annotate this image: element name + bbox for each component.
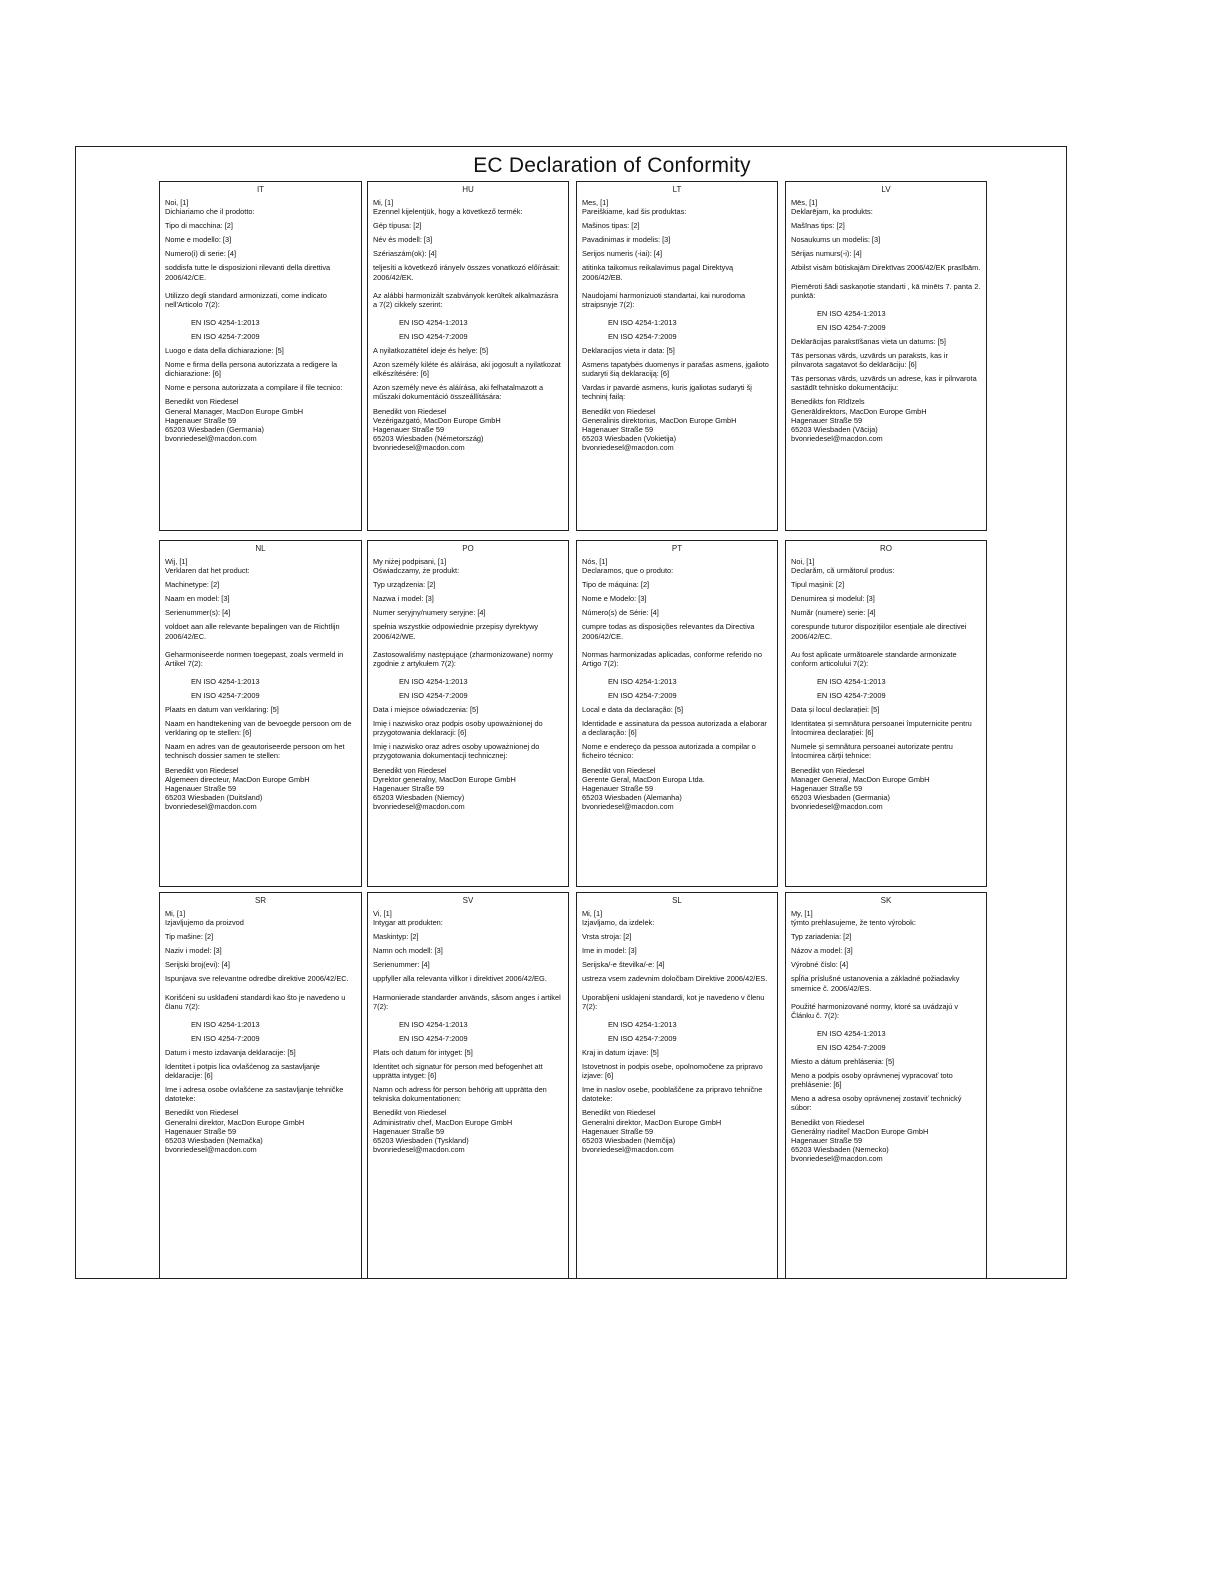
panel-line: bvonriedesel@macdon.com	[373, 1144, 465, 1154]
panel-line: Izjavljamo, da izdelek:	[582, 918, 655, 928]
panel-line: Hagenauer Straße 59	[373, 783, 445, 793]
panel-line: Imię i nazwisko oraz podpis osoby upoważnionej do przygotowania deklaracji: [6]	[373, 719, 545, 738]
panel-line: Hagenauer Straße 59	[373, 424, 445, 434]
panel-line: 65203 Wiesbaden (Tyskland)	[373, 1135, 469, 1145]
document-title: EC Declaration of Conformity	[473, 154, 751, 177]
panel-language-code: PO	[462, 544, 474, 553]
panel-line: Uporabljeni usklajeni standardi, kot je navedeno v členu 7(2):	[582, 992, 767, 1011]
panel-line: Az alábbi harmonizált szabványok kerültek alkalmazásra a 7(2) cikkely szerint:	[373, 290, 561, 309]
panel-line: Naam en handtekening van de bevoegde persoon om de verklaring op te stellen: [6]	[165, 719, 354, 738]
panel-line: Piemēroti šādi saskaņotie standarti , kā minēts 7. panta 2. punktā:	[791, 281, 983, 300]
panel-line: Identitet i potpis lica ovlašćenog za sastavljanje deklaracije: [6]	[165, 1062, 322, 1081]
panel-line: Serijos numeris (-iai): [4]	[582, 249, 663, 259]
panel-line: Generálny riaditeľ MacDon Europe GmbH	[791, 1126, 929, 1136]
panel-line: Benedikt von Riedesel	[373, 406, 447, 416]
panel-line: Serienummer: [4]	[373, 960, 430, 970]
panel-line: Hagenauer Straße 59	[582, 783, 654, 793]
panel-line: Numero(i) di serie: [4]	[165, 249, 237, 259]
panel-line: Benedikt von Riedesel	[373, 765, 447, 775]
panel-line: Azon személy kiléte és aláírása, aki jogosult a nyilatkozat elkészítésére: [6]	[373, 360, 563, 379]
panel-line: Luogo e data della dichiarazione: [5]	[165, 346, 284, 356]
panel-line: Miesto a dátum prehlásenia: [5]	[791, 1057, 895, 1067]
panel-line: Naudojami harmonizuoti standartai, kai nurodoma straipsnyje 7(2):	[582, 290, 748, 309]
panel-line: Au fost aplicate următoarele standarde armonizate conform articolului 7(2):	[791, 649, 959, 668]
panel-line: Meno a podpis osoby oprávnenej vypracovať toto prehlásenie: [6]	[791, 1071, 955, 1090]
panel-line: Benedikt von Riedesel	[791, 765, 865, 775]
panel-line: 65203 Wiesbaden (Vācija)	[791, 424, 878, 434]
panel-line: Plaats en datum van verklaring: [5]	[165, 705, 279, 715]
panel-line: EN ISO 4254-7:2009	[608, 331, 677, 341]
panel-line: 65203 Wiesbaden (Vokietija)	[582, 433, 677, 443]
panel-line: bvonriedesel@macdon.com	[165, 1144, 257, 1154]
panel-line: Utilizzo degli standard armonizzati, come indicato nell'Articolo 7(2):	[165, 290, 329, 309]
panel-line: Datum i mesto izdavanja deklaracije: [5]	[165, 1047, 296, 1057]
panel-text	[791, 198, 981, 443]
panel-line: uppfyller alla relevanta villkor i direktivet 2006/42/EG.	[373, 974, 547, 984]
panel-line: Tipo de máquina: [2]	[582, 580, 650, 590]
panel-line: bvonriedesel@macdon.com	[582, 442, 674, 452]
panel-line: Namn och modell: [3]	[373, 946, 443, 956]
panel-line: teljesíti a következő irányelv összes vonatkozó előírásait: 2006/42/EK.	[373, 263, 562, 282]
panel-line: Noi, [1]	[165, 198, 189, 207]
panel-line: Naam en adres van de geautoriseerde persoon om het technisch dossier samen te stellen:	[165, 742, 347, 761]
panel-text	[582, 909, 772, 1154]
panel-text	[165, 909, 356, 1154]
declaration-panel-sv	[367, 892, 569, 1279]
panel-line: Tip mašine: [2]	[165, 932, 214, 942]
panel-line: Wij, [1]	[165, 557, 188, 566]
panel-line: corespunde tuturor dispozițiilor esențiale ale directivei 2006/42/EC.	[791, 622, 969, 641]
panel-line: Kraj in datum izjave: [5]	[582, 1047, 659, 1057]
panel-line: 65203 Wiesbaden (Germania)	[165, 424, 265, 434]
panel-language-code: LV	[881, 185, 891, 194]
panel-line: Nome e firma della persona autorizzata a redigere la dichiarazione: [6]	[165, 360, 340, 379]
panel-line: Izjavljujemo da proizvod	[165, 918, 244, 928]
panel-line: Vi, [1]	[373, 909, 392, 918]
panel-text	[373, 557, 563, 811]
declaration-panel-sk	[785, 892, 987, 1279]
panel-line: bvonriedesel@macdon.com	[582, 801, 674, 811]
panel-line: Tipul mașinii: [2]	[791, 580, 845, 590]
panel-line: Benedikt von Riedesel	[373, 1108, 447, 1118]
panel-line: EN ISO 4254-1:2013	[817, 308, 886, 318]
panel-line: Hagenauer Straße 59	[165, 415, 237, 425]
declaration-panel-lt	[576, 181, 778, 531]
panel-line: Azon személy neve és aláírása, aki felhatalmazott a műszaki dokumentáció összeállítására:	[373, 383, 546, 402]
panel-line: Plats och datum för intyget: [5]	[373, 1047, 473, 1057]
declaration-panel-hu	[367, 181, 569, 531]
panel-line: Denumirea și modelul: [3]	[791, 594, 875, 604]
panel-line: EN ISO 4254-1:2013	[399, 1019, 468, 1029]
declaration-panel-lv	[785, 181, 987, 531]
panel-line: Vrsta stroja: [2]	[582, 932, 632, 942]
panel-line: Deklarējam, ka produkts:	[791, 207, 873, 217]
panel-line: EN ISO 4254-7:2009	[608, 690, 677, 700]
panel-line: Data i miejsce oświadczenia: [5]	[373, 705, 479, 715]
panel-line: Hagenauer Straße 59	[373, 1126, 445, 1136]
panel-line: EN ISO 4254-1:2013	[817, 1028, 886, 1038]
panel-line: Imię i nazwisko oraz adres osoby upoważnionej do przygotowania dokumentacji technicznej:	[373, 742, 542, 761]
panel-language-code: LT	[672, 185, 682, 194]
panel-line: EN ISO 4254-1:2013	[608, 317, 677, 327]
panel-line: EN ISO 4254-1:2013	[191, 317, 260, 327]
declaration-panel-it	[159, 181, 362, 531]
panel-line: 65203 Wiesbaden (Németország)	[373, 433, 484, 443]
panel-line: Geharmoniseerde normen toegepast, zoals vermeld in Artikel 7(2):	[165, 649, 345, 668]
panel-line: Namn och adress för person behörig att upprätta den tekniska dokumentationen:	[373, 1085, 549, 1104]
declaration-panel-sr	[159, 892, 362, 1279]
panel-line: Serijski broj(evi): [4]	[165, 960, 230, 970]
panel-line: Intygar att produkten:	[373, 918, 443, 928]
panel-line: Hagenauer Straße 59	[791, 1135, 863, 1145]
panel-line: týmto prehlasujeme, že tento výrobok:	[791, 918, 916, 928]
panel-line: Algemeen directeur, MacDon Europe GmbH	[165, 774, 310, 784]
panel-line: Verklaren dat het product:	[165, 566, 250, 576]
panel-line: Generalinis direktorius, MacDon Europe GmbH	[582, 415, 737, 425]
panel-line: Data și locul declarației: [5]	[791, 705, 880, 715]
panel-line: Naziv i model: [3]	[165, 946, 222, 956]
panel-line: Noi, [1]	[791, 557, 815, 566]
panel-line: EN ISO 4254-1:2013	[191, 1019, 260, 1029]
panel-line: Declaramos, que o produto:	[582, 566, 674, 576]
panel-line: Pavadinimas ir modelis: [3]	[582, 235, 671, 245]
panel-line: Pareiškiame, kad šis produktas:	[582, 207, 687, 217]
panel-line: Deklarācijas parakstīšanas vieta un datums: [5]	[791, 336, 946, 346]
panel-line: voldoet aan alle relevante bepalingen van de Richtlijn 2006/42/EC.	[165, 622, 342, 641]
panel-line: A nyilatkozattétel ideje és helye: [5]	[373, 346, 489, 356]
panel-line: Istovetnost in podpis osebe, opolnomočene za pripravo izjave: [6]	[582, 1062, 765, 1081]
panel-line: Asmens tapatybės duomenys ir parašas asmens, įgalioto sudaryti šią deklaraciją: [6]	[582, 360, 771, 379]
panel-language-code: SL	[672, 896, 682, 905]
panel-line: EN ISO 4254-1:2013	[191, 676, 260, 686]
panel-line: bvonriedesel@macdon.com	[791, 433, 883, 443]
panel-text	[582, 557, 772, 811]
panel-line: EN ISO 4254-7:2009	[399, 1033, 468, 1043]
panel-line: Mi, [1]	[373, 198, 394, 207]
panel-line: bvonriedesel@macdon.com	[791, 801, 883, 811]
panel-line: Hagenauer Straße 59	[165, 1126, 237, 1136]
panel-line: EN ISO 4254-7:2009	[817, 1042, 886, 1052]
panel-line: Nome e endereço da pessoa autorizada a compilar o ficheiro técnico:	[582, 742, 758, 761]
panel-line: Nazwa i model: [3]	[373, 594, 434, 604]
panel-line: Machinetype: [2]	[165, 580, 220, 590]
panel-line: Tās personas vārds, uzvārds un paraksts, kas ir pilnvarota sagatavot šo deklarāciju: [6]	[791, 351, 950, 370]
panel-line: EN ISO 4254-1:2013	[608, 1019, 677, 1029]
panel-line: EN ISO 4254-7:2009	[817, 322, 886, 332]
panel-language-code: NL	[255, 544, 266, 553]
panel-language-code: IT	[256, 185, 265, 194]
panel-line: EN ISO 4254-1:2013	[399, 317, 468, 327]
panel-line: Ispunjava sve relevantne odredbe direktive 2006/42/EC.	[165, 974, 349, 984]
panel-line: Deklaracijos vieta ir data: [5]	[582, 346, 675, 356]
panel-line: Identidade e assinatura da pessoa autorizada a elaborar a declaração: [6]	[582, 719, 769, 738]
panel-line: EN ISO 4254-1:2013	[399, 676, 468, 686]
panel-line: Meno a adresa osoby oprávnenej zostaviť technický súbor:	[791, 1094, 964, 1113]
panel-line: EN ISO 4254-7:2009	[399, 331, 468, 341]
panel-line: Názov a model: [3]	[791, 946, 853, 956]
panel-line: Nome e persona autorizzata a compilare il file tecnico:	[165, 383, 343, 393]
panel-line: EN ISO 4254-7:2009	[817, 690, 886, 700]
panel-line: Ezennel kijelentjük, hogy a következő termék:	[373, 207, 523, 217]
panel-line: EN ISO 4254-1:2013	[608, 676, 677, 686]
panel-line: Gerente Geral, MacDon Europa Ltda.	[582, 774, 705, 784]
panel-line: Výrobné číslo: [4]	[791, 960, 849, 970]
panel-line: My niżej podpisani, [1]	[373, 557, 447, 566]
panel-language-code: PT	[671, 544, 683, 553]
panel-line: atitinka taikomus reikalavimus pagal Direktyvą 2006/42/EB.	[582, 263, 736, 282]
panel-line: Identitatea și semnătura persoanei împuternicite pentru întocmirea declarației: [6]	[791, 719, 974, 738]
panel-line: Mi, [1]	[582, 909, 603, 918]
panel-text	[373, 909, 563, 1154]
panel-line: Ime in naslov osebe, pooblaščene za pripravo tehnične datoteke:	[582, 1085, 765, 1104]
panel-line: Număr (numere) serie: [4]	[791, 608, 876, 618]
panel-line: Vardas ir pavardė asmens, kuris įgaliotas sudaryti šį techninį failą:	[582, 383, 754, 402]
panel-line: 65203 Wiesbaden (Germania)	[791, 792, 891, 802]
panel-language-code: SK	[880, 896, 892, 905]
panel-line: bvonriedesel@macdon.com	[791, 1153, 883, 1163]
panel-line: Benedikts fon Rīdīzels	[791, 397, 865, 407]
panel-line: Declarăm, că următorul produs:	[791, 566, 895, 576]
panel-line: Nós, [1]	[582, 557, 608, 566]
panel-line: Atbilst visām būtiskajām Direktīvas 2006/42/EK prasībām.	[791, 263, 981, 273]
panel-text	[165, 557, 356, 811]
panel-line: Korišćeni su usklađeni standardi kao što je navedeno u članu 7(2):	[165, 992, 348, 1011]
panel-line: EN ISO 4254-7:2009	[608, 1033, 677, 1043]
panel-language-code: HU	[462, 185, 474, 194]
panel-line: Mēs, [1]	[791, 198, 818, 207]
panel-line: Ģenerāldirektors, MacDon Europe GmbH	[791, 406, 927, 416]
panel-line: Mašīnas tips: [2]	[791, 221, 845, 231]
panel-line: Número(s) de Série: [4]	[582, 608, 659, 618]
panel-line: Normas harmonizadas aplicadas, conforme referido no Artigo 7(2):	[582, 649, 764, 668]
panel-line: Hagenauer Straße 59	[791, 415, 863, 425]
panel-line: Tās personas vārds, uzvārds un adrese, kas ir pilnvarota sastādīt tehnisko dokumentāciju:	[791, 374, 979, 393]
declaration-panel-sl	[576, 892, 778, 1279]
panel-line: Benedikt von Riedesel	[582, 1108, 656, 1118]
panel-line: Mes, [1]	[582, 198, 609, 207]
panel-line: Vezérigazgató, MacDon Europe GmbH	[373, 415, 501, 425]
panel-line: Dyrektor generalny, MacDon Europe GmbH	[373, 774, 516, 784]
panel-line: bvonriedesel@macdon.com	[373, 442, 465, 452]
panel-line: Serienummer(s): [4]	[165, 608, 231, 618]
panel-line: Ime in model: [3]	[582, 946, 637, 956]
panel-line: Harmonierade standarder används, såsom anges i artikel 7(2):	[373, 992, 563, 1011]
panel-line: Mašinos tipas: [2]	[582, 221, 640, 231]
panel-line: Numer seryjny/numery seryjne: [4]	[373, 608, 486, 618]
panel-line: EN ISO 4254-7:2009	[399, 690, 468, 700]
panel-line: bvonriedesel@macdon.com	[165, 433, 257, 443]
panel-line: Benedikt von Riedesel	[582, 406, 656, 416]
panel-line: General Manager, MacDon Europe GmbH	[165, 406, 304, 416]
panel-text	[373, 198, 563, 452]
declaration-panel-po	[367, 540, 569, 887]
panel-line: Použité harmonizované normy, ktoré sa uvádzajú v Článku č. 7(2):	[791, 1001, 961, 1020]
panel-line: Generalni direktor, MacDon Europe GmbH	[165, 1117, 305, 1127]
panel-line: Numele și semnătura persoanei autorizate pentru întocmirea cărții tehnice:	[791, 742, 955, 761]
panel-language-code: RO	[880, 544, 892, 553]
panel-text	[582, 198, 772, 452]
panel-line: spĺňa príslušné ustanovenia a základné požiadavky smernice č. 2006/42/ES.	[791, 974, 962, 993]
panel-line: Tipo di macchina: [2]	[165, 221, 233, 231]
panel-line: Benedikt von Riedesel	[165, 397, 239, 407]
panel-line: Generalni direktor, MacDon Europe GmbH	[582, 1117, 722, 1127]
panel-line: 65203 Wiesbaden (Nemačka)	[165, 1135, 263, 1145]
panel-line: Serijska/-e številka/-e: [4]	[582, 960, 665, 970]
panel-line: Benedikt von Riedesel	[582, 765, 656, 775]
panel-line: Administrativ chef, MacDon Europe GmbH	[373, 1117, 513, 1127]
panel-line: Hagenauer Straße 59	[582, 424, 654, 434]
panel-line: ustreza vsem zadevnim določbam Direktive 2006/42/ES.	[582, 974, 768, 984]
panel-line: Naam en model: [3]	[165, 594, 230, 604]
panel-line: cumpre todas as disposições relevantes da Directiva 2006/42/CE.	[582, 622, 757, 641]
panel-line: Dichiariamo che il prodotto:	[165, 207, 255, 217]
panel-line: Szériaszám(ok): [4]	[373, 249, 437, 259]
panel-line: Identitet och signatur för person med befogenhet att upprätta intyget: [6]	[373, 1062, 545, 1081]
panel-line: Oświadczamy, że produkt:	[373, 566, 460, 576]
panel-line: Sērijas numurs(-i): [4]	[791, 249, 862, 259]
declaration-panel-nl	[159, 540, 362, 887]
panel-line: bvonriedesel@macdon.com	[582, 1144, 674, 1154]
panel-line: 65203 Wiesbaden (Nemecko)	[791, 1144, 889, 1154]
panel-line: Nosaukums un modelis: [3]	[791, 235, 881, 245]
panel-line: bvonriedesel@macdon.com	[165, 801, 257, 811]
panel-line: 65203 Wiesbaden (Niemcy)	[373, 792, 465, 802]
panel-line: bvonriedesel@macdon.com	[373, 801, 465, 811]
panel-line: Hagenauer Straße 59	[165, 783, 237, 793]
panel-line: Ime i adresa osobe ovlašćene za sastavljanje tehničke datoteke:	[165, 1085, 346, 1104]
panel-line: Maskintyp: [2]	[373, 932, 419, 942]
panel-line: Zastosowaliśmy następujące (zharmonizowane) normy zgodnie z artykułem 7(2):	[373, 649, 555, 668]
panel-line: Local e data da declaração: [5]	[582, 705, 684, 715]
panel-line: EN ISO 4254-7:2009	[191, 690, 260, 700]
panel-line: Manager General, MacDon Europe GmbH	[791, 774, 930, 784]
panel-line: soddisfa tutte le disposizioni rilevanti della direttiva 2006/42/CE.	[165, 263, 333, 282]
panel-text	[791, 557, 981, 811]
panel-line: Typ urządzenia: [2]	[373, 580, 436, 590]
panel-line: EN ISO 4254-7:2009	[191, 331, 260, 341]
panel-line: Typ zariadenia: [2]	[791, 932, 852, 942]
panel-language-code: SR	[254, 896, 267, 905]
panel-language-code: SV	[462, 896, 474, 905]
panel-line: spełnia wszystkie odpowiednie przepisy dyrektywy 2006/42/WE.	[373, 622, 541, 641]
panel-line: EN ISO 4254-7:2009	[191, 1033, 260, 1043]
panel-line: Mi, [1]	[165, 909, 186, 918]
panel-line: Név és modell: [3]	[373, 235, 433, 245]
declaration-panel-pt	[576, 540, 778, 887]
declaration-panel-ro	[785, 540, 987, 887]
panel-line: Nome e modello: [3]	[165, 235, 232, 245]
panel-line: Hagenauer Straße 59	[791, 783, 863, 793]
panel-line: Benedikt von Riedesel	[165, 765, 239, 775]
panel-line: 65203 Wiesbaden (Alemanha)	[582, 792, 682, 802]
panel-line: My, [1]	[791, 909, 813, 918]
panel-line: Benedikt von Riedesel	[791, 1117, 865, 1127]
panel-text	[791, 909, 981, 1163]
panel-line: EN ISO 4254-1:2013	[817, 676, 886, 686]
panel-line: 65203 Wiesbaden (Duitsland)	[165, 792, 263, 802]
panel-line: Benedikt von Riedesel	[165, 1108, 239, 1118]
panel-line: 65203 Wiesbaden (Nemčija)	[582, 1135, 676, 1145]
panel-line: Gép típusa: [2]	[373, 221, 422, 231]
panel-line: Hagenauer Straße 59	[582, 1126, 654, 1136]
panel-line: Nome e Modelo: [3]	[582, 594, 647, 604]
panel-text	[165, 198, 356, 443]
